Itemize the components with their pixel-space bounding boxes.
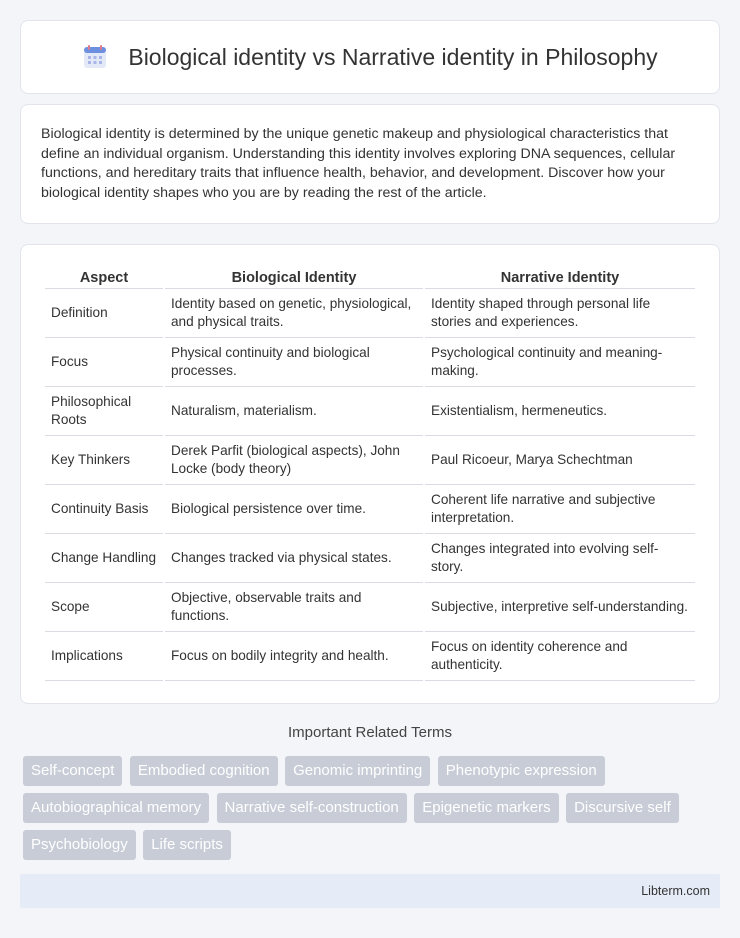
tag-genomic-imprinting[interactable]: Genomic imprinting bbox=[285, 756, 430, 786]
tag-narrative-self-construction[interactable]: Narrative self-construction bbox=[217, 793, 407, 823]
comparison-table-card bbox=[20, 244, 720, 704]
narrative-cell: Focus on identity coherence and authenticity. bbox=[425, 632, 695, 681]
table-row bbox=[45, 338, 695, 387]
biological-cell: Identity based on genetic, physiological, and physical traits. bbox=[165, 289, 423, 338]
table-row bbox=[45, 436, 695, 485]
footer-brand-link[interactable]: Libterm.com bbox=[641, 884, 710, 898]
header-biological-identity: Biological Identity bbox=[165, 263, 423, 289]
intro-card bbox=[20, 104, 720, 224]
aspect-cell: Focus bbox=[45, 338, 163, 387]
aspect-cell: Change Handling bbox=[45, 534, 163, 583]
tag-embodied-cognition[interactable]: Embodied cognition bbox=[130, 756, 278, 786]
related-terms-list bbox=[23, 756, 723, 867]
related-terms-title: Important Related Terms bbox=[288, 724, 452, 741]
header-narrative-identity: Narrative Identity bbox=[425, 263, 695, 289]
title-card bbox=[20, 20, 720, 94]
tag-self-concept[interactable]: Self-concept bbox=[23, 756, 122, 786]
biological-cell: Focus on bodily integrity and health. bbox=[165, 632, 423, 681]
tag-phenotypic-expression[interactable]: Phenotypic expression bbox=[438, 756, 605, 786]
footer bbox=[20, 874, 720, 908]
aspect-cell: Continuity Basis bbox=[45, 485, 163, 534]
narrative-cell: Coherent life narrative and subjective interpretation. bbox=[425, 485, 695, 534]
table-row bbox=[45, 632, 695, 681]
biological-cell: Changes tracked via physical states. bbox=[165, 534, 423, 583]
intro-text: Biological identity is determined by the unique genetic makeup and physiological characteristics that define an individual organism. Understanding this identity involves exploring DNA sequences, cellular functions, and hereditary traits that influence health, behavior, and development. Discover how your biological identity shapes who you are by reading the rest of the article. bbox=[41, 126, 676, 201]
biological-cell: Objective, observable traits and functions. bbox=[165, 583, 423, 632]
tag-autobiographical-memory[interactable]: Autobiographical memory bbox=[23, 793, 209, 823]
table-row bbox=[45, 289, 695, 338]
table-header-row bbox=[45, 263, 695, 289]
comparison-table bbox=[43, 263, 697, 681]
table-row bbox=[45, 534, 695, 583]
tag-discursive-self[interactable]: Discursive self bbox=[566, 793, 679, 823]
tag-psychobiology[interactable]: Psychobiology bbox=[23, 830, 136, 860]
aspect-cell: Definition bbox=[45, 289, 163, 338]
aspect-cell: Key Thinkers bbox=[45, 436, 163, 485]
narrative-cell: Subjective, interpretive self-understanding. bbox=[425, 583, 695, 632]
biological-cell: Derek Parfit (biological aspects), John Locke (body theory) bbox=[165, 436, 423, 485]
biological-cell: Physical continuity and biological processes. bbox=[165, 338, 423, 387]
page-title: Biological identity vs Narrative identity in Philosophy bbox=[128, 43, 658, 70]
header-aspect: Aspect bbox=[45, 263, 163, 289]
biological-cell: Naturalism, materialism. bbox=[165, 387, 423, 436]
narrative-cell: Changes integrated into evolving self-story. bbox=[425, 534, 695, 583]
narrative-cell: Paul Ricoeur, Marya Schechtman bbox=[425, 436, 695, 485]
table-row bbox=[45, 583, 695, 632]
narrative-cell: Psychological continuity and meaning-making. bbox=[425, 338, 695, 387]
aspect-cell: Philosophical Roots bbox=[45, 387, 163, 436]
table-row bbox=[45, 387, 695, 436]
tag-life-scripts[interactable]: Life scripts bbox=[143, 830, 231, 860]
aspect-cell: Implications bbox=[45, 632, 163, 681]
calendar-icon bbox=[82, 44, 108, 70]
biological-cell: Biological persistence over time. bbox=[165, 485, 423, 534]
aspect-cell: Scope bbox=[45, 583, 163, 632]
table-row bbox=[45, 485, 695, 534]
narrative-cell: Existentialism, hermeneutics. bbox=[425, 387, 695, 436]
tag-epigenetic-markers[interactable]: Epigenetic markers bbox=[414, 793, 558, 823]
narrative-cell: Identity shaped through personal life stories and experiences. bbox=[425, 289, 695, 338]
